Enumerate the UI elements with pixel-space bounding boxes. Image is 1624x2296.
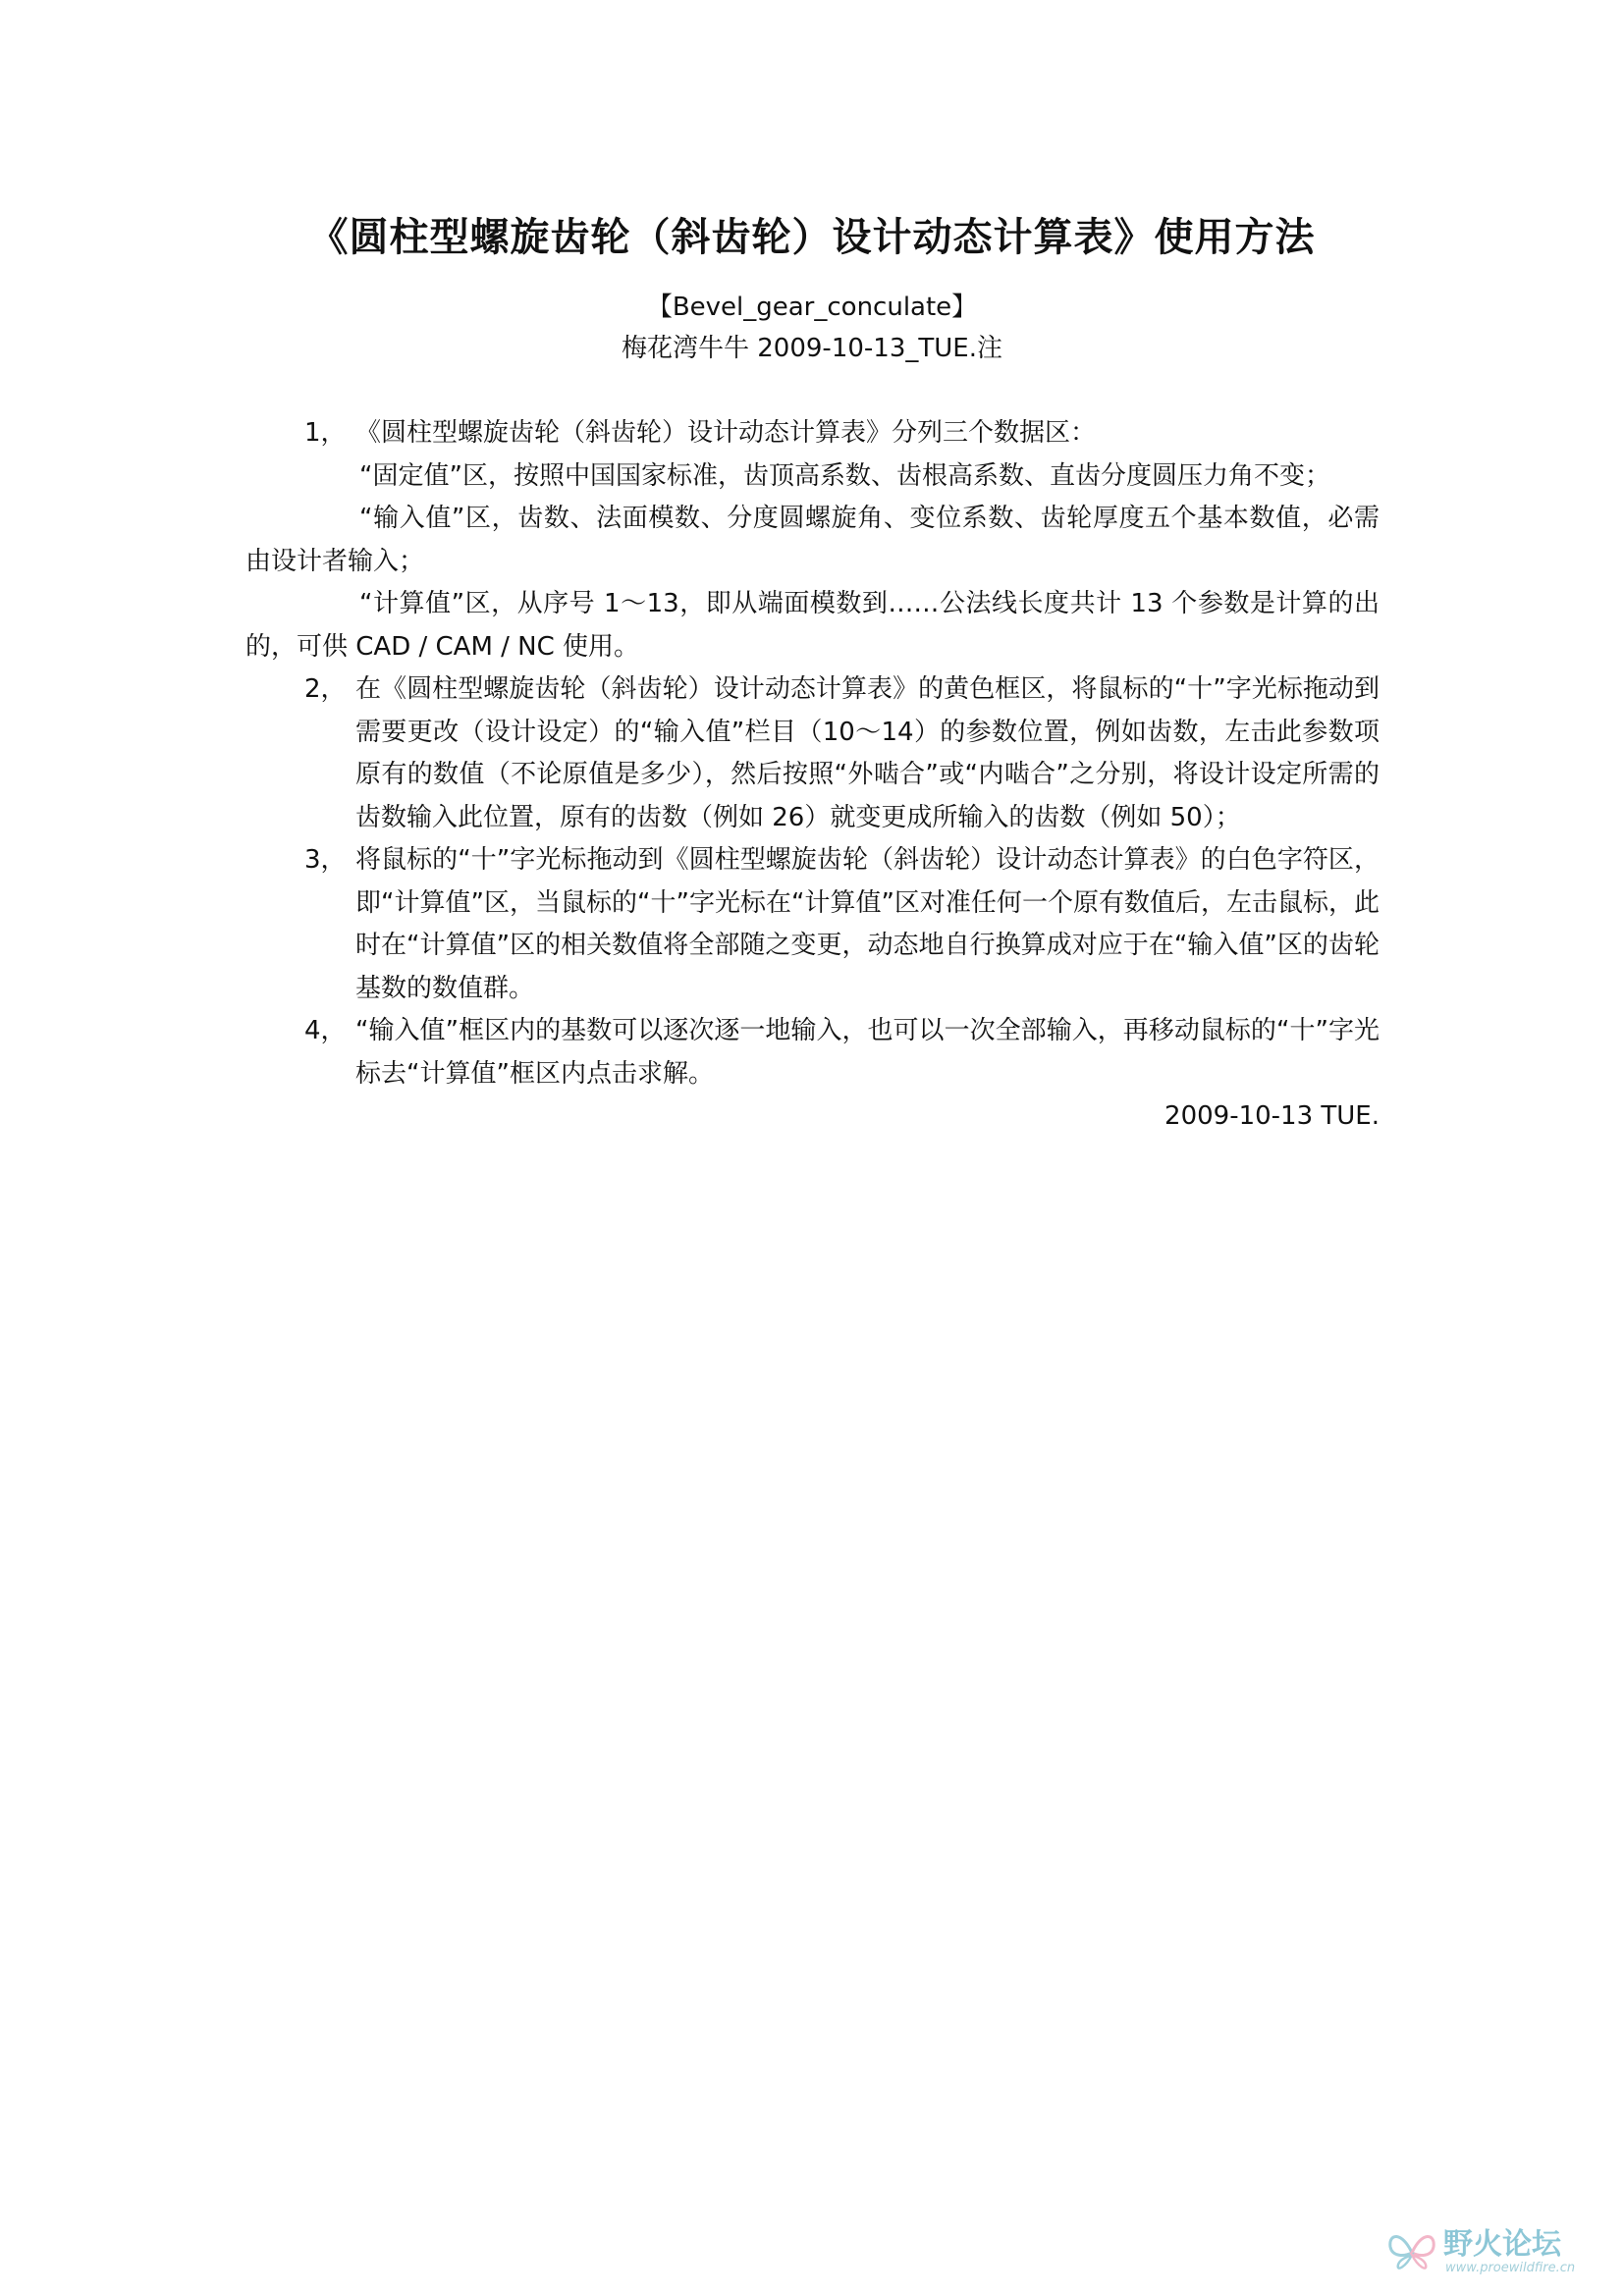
item-number: 4，: [304, 1016, 347, 1045]
list-item-3: [245, 839, 1380, 1010]
item-text: 将鼠标的“十”字光标拖动到《圆柱型螺旋齿轮（斜齿轮）设计动态计算表》的白色字符区，即“计算值”区，当鼠标的“十”字光标在“计算值”区对准任何一个原有数值后，左击鼠标，此时在“计算值”区的相关数值将全部随之变更，动态地自行换算成对应于在“输入值”区的齿轮基数的数值群。: [355, 845, 1380, 1003]
item-text: “输入值”框区内的基数可以逐次逐一地输入，也可以一次全部输入，再移动鼠标的“十”字光标去“计算值”框区内点击求解。: [355, 1016, 1380, 1089]
list-item-4: [245, 1010, 1380, 1095]
document-body: [245, 412, 1380, 1139]
closing-date: 2009-10-13 TUE.: [1164, 1101, 1380, 1131]
document-code: 【Bevel_gear_conculate】: [646, 293, 978, 322]
watermark: [1384, 2216, 1600, 2284]
list-item-1: [245, 412, 1380, 455]
input-value-section: “输入值”区，齿数、法面模数、分度圆螺旋角、变位系数、齿轮厚度五个基本数值，必需由设计者输入；: [245, 504, 1380, 576]
item-number: 3，: [304, 845, 347, 875]
item-text: 在《圆柱型螺旋齿轮（斜齿轮）设计动态计算表》的黄色框区，将鼠标的“十”字光标拖动到需要更改（设计设定）的“输入值”栏目（10～14）的参数位置，例如齿数，左击此参数项原有的数值（不论原值是多少），然后按照“外啮合”或“内啮合”之分别，将设计设定所需的齿数输入此位置，原有的齿数（例如 26）就变更成所输入的齿数（例如 50）；: [355, 674, 1380, 832]
computed-value-section: “计算值”区，从序号 1～13，即从端面模数到……公法线长度共计 13 个参数是计算的出的，可供 CAD / CAM / NC 使用。: [245, 589, 1380, 662]
watermark-url: www.proewildfire.cn: [1445, 2261, 1576, 2275]
author-line: 梅花湾牛牛 2009-10-13_TUE.注: [622, 334, 1002, 363]
butterfly-logo-icon: [1384, 2223, 1439, 2278]
item-text: 《圆柱型螺旋齿轮（斜齿轮）设计动态计算表》分列三个数据区：: [355, 418, 1097, 448]
list-item-2: [245, 668, 1380, 839]
watermark-name: 野火论坛: [1443, 2227, 1561, 2262]
item-number: 2，: [304, 674, 347, 704]
item-number: 1，: [304, 418, 347, 448]
document-title: 《圆柱型螺旋齿轮（斜齿轮）设计动态计算表》使用方法: [308, 214, 1316, 260]
fixed-value-section: “固定值”区，按照中国国家标准，齿顶高系数、齿根高系数、直齿分度圆压力角不变；: [359, 460, 1330, 491]
